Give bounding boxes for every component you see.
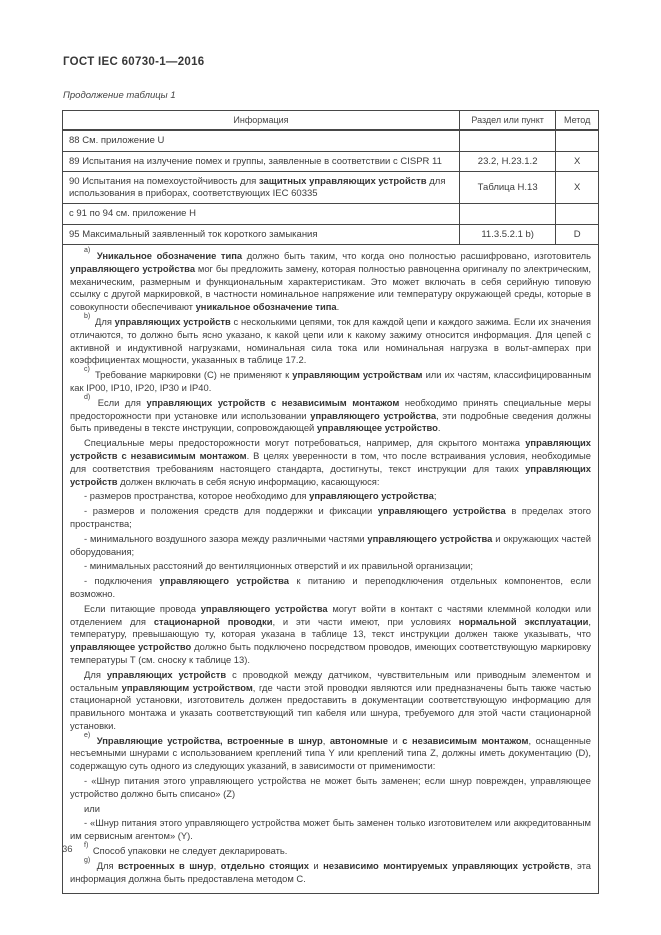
footnote-marker: b): [84, 312, 91, 320]
footnote-paragraph: [70, 560, 591, 573]
footnote-paragraph: [70, 669, 591, 733]
text-run: должно быть подключено посредством проводов, имеющих соответствующую маркировку температуры Т (см. сноску к таблице 13).: [70, 641, 591, 665]
text-run: 95 Максимальный заявленный ток короткого замыкания: [69, 228, 318, 240]
footnote-paragraph: [70, 533, 591, 559]
text-run: Для: [84, 668, 107, 680]
footnote-marker: d): [84, 393, 91, 401]
bold-term: управляющих устройств: [114, 315, 231, 327]
text-run: с несколькими цепями, ток для каждой цепи и каждого зажима. Если их значения отличаются, то должно быть ясно указано, к какой цепи или к какому зажиму относится информация. Для цепей с активной и индуктивной нагрузками, номинальная сила тока или номинальная нагрузка в вольт-амперах при коэффициентах мощности, указанных в таблице 17.2.: [70, 315, 591, 366]
text-run: - «Шнур питания этого управляющего устройства не может быть заменен; если шнур поврежден, управляющее устройство должно быть списано» (Z): [70, 775, 591, 799]
bold-term: с независимым монтажом: [402, 734, 529, 746]
footnote-paragraph: [70, 841, 591, 858]
text-run: в пределах этого пространства;: [70, 505, 591, 529]
bold-term: Управляющие устройства, встроенные в шнур: [96, 734, 323, 746]
bold-term: управляющих устройств с независимым монтажом: [70, 437, 591, 461]
bold-term: Уникальное обозначение типа: [96, 250, 243, 261]
cell-info: [63, 224, 459, 245]
text-run: к питанию и переподключения отдельных компонентов, если возможно.: [70, 575, 591, 599]
text-run: Требование маркировки (С) не применяют к: [94, 369, 293, 381]
text-run: - «Шнур питания этого управляющего устройства может быть заменен только изготовителем или аккредитованным им сервисным агентом» (Y).: [70, 817, 591, 842]
bold-term: отдельно стоящих: [220, 859, 309, 871]
text-run: мог бы предложить замену, которая полностью равноценна оригиналу по электрическим, механическим, размерным и функциональным характеристикам. Это может включать в себя серийную типовую ссылку с другой маркировкой, в частности номинальное напряжение или температуру окружающей среды, которые в совокупности обеспечивают: [70, 262, 591, 313]
table-1-continuation-frame: [62, 110, 599, 894]
bold-term: защитных управляющих устройств: [258, 176, 427, 187]
cell-method: X: [556, 172, 598, 204]
bold-term: уникальное обозначение типа: [195, 301, 337, 313]
text-run: 89 Испытания на излучение помех и группы, заявленные в соответствии с CISPR 11: [69, 155, 442, 167]
text-run: необходимо принять специальные меры предосторожности при установке или использовании: [70, 396, 591, 421]
text-run: , температуру, превышающую ту, которая указана в таблице 13, текст инструкции должен также указывать, что: [70, 615, 591, 640]
table-caption: Продолжение таблицы 1: [63, 90, 176, 101]
text-run: Для: [95, 315, 115, 327]
text-run: Для: [96, 859, 119, 871]
footnote-marker: a): [84, 246, 91, 254]
column-header-section: Раздел или пункт: [459, 111, 555, 130]
cell-section: 23.2, Н.23.1.2: [459, 151, 555, 172]
text-run: - размеров пространства, которое необходимо для: [84, 490, 310, 502]
table-row: [63, 172, 598, 204]
text-run: .: [336, 301, 340, 313]
text-run: , и эти части имеют, при условиях: [272, 615, 459, 627]
text-run: Если питающие провода: [84, 602, 201, 614]
cell-section: 11.3.5.2.1 b): [459, 224, 555, 245]
column-header-method: Метод: [556, 111, 598, 130]
text-run: - размеров и положения средств для поддержки и фиксации: [84, 505, 378, 517]
footnote-paragraph: [70, 803, 591, 816]
footnote-paragraph: [70, 817, 591, 843]
cell-info: [63, 172, 459, 204]
footnote-marker: c): [84, 366, 90, 374]
cell-section: Таблица Н.13: [459, 172, 555, 204]
text-run: ,: [213, 859, 221, 871]
text-run: , эти подробные сведения должны быть приведены в тексте инструкции, сопровождающей: [70, 409, 591, 434]
bold-term: управляющее устройство: [316, 422, 438, 434]
cell-method: [556, 130, 598, 151]
bold-term: управляющих устройств с независимым монтажом: [146, 396, 400, 408]
text-run: 90 Испытания на помехоустойчивость для: [69, 176, 259, 187]
text-run: должен включать в себя ясную информацию, касающуюся:: [117, 475, 380, 487]
text-run: , где части этой проводки являются или предназначены быть также частью стационарной установки, изготовитель должен предоставить в документации соответствующую информацию для правильного монтажа и указать соответствующий тип кабеля или шнура, требуемого для этой части стационарной установки.: [70, 681, 592, 731]
footnote-paragraph: [70, 775, 591, 801]
footnote-paragraph: [70, 246, 592, 314]
cell-section: [459, 130, 555, 151]
bold-term: управляющего устройства: [70, 262, 196, 274]
bold-term: управляющих устройств: [106, 668, 227, 680]
text-run: - минимальных расстояний до вентиляционных отверстий и их правильной организации;: [84, 560, 473, 572]
bold-term: управляющего устройства: [309, 490, 434, 502]
text-run: должно быть таким, что когда оно полностью расшифровано, изготовитель: [242, 250, 592, 261]
table-header-row: [63, 111, 598, 130]
text-run: с проводкой между датчиком, чувствительным или приводным элементом и остальным: [70, 668, 591, 693]
text-run: Если для: [97, 396, 147, 408]
bold-term: управляющих устройств: [70, 462, 591, 487]
bold-term: стационарной проводки: [153, 615, 273, 627]
text-run: ;: [433, 490, 437, 502]
table-footnotes: [63, 245, 598, 893]
column-header-info: Информация: [63, 111, 459, 130]
page-number: 36: [62, 844, 73, 855]
text-run: или: [84, 802, 100, 814]
bold-term: управляющего устройства: [367, 532, 493, 544]
footnote-paragraph: [70, 731, 591, 773]
text-run: . В целях уверенности в том, что после встраивания условия, необходимые для соответствия требованиям настоящего стандарта, достигнуты, текст инструкции для таких: [70, 449, 592, 474]
bold-term: управляющего устройства: [159, 575, 290, 587]
text-run: 88 См. приложение U: [69, 135, 165, 146]
table-row: [63, 130, 598, 151]
text-run: для использования в приборах, соответствующих IEC 60335: [69, 176, 446, 199]
cell-method: [556, 204, 598, 225]
footnote-paragraph: [70, 490, 591, 503]
text-run: - подключения: [84, 575, 160, 587]
cell-method: D: [556, 224, 598, 245]
table-row: [63, 204, 598, 225]
bold-term: управляющего устройства: [310, 409, 437, 421]
text-run: могут войти в контакт с частями клеммной колодки или отделением для: [70, 602, 591, 627]
table-1-continuation: [63, 111, 598, 245]
footnote-paragraph: [70, 312, 591, 367]
footnote-marker: f): [84, 841, 89, 849]
bold-term: автономные: [329, 734, 388, 746]
text-run: , эта информация должна быть предоставлена методом С.: [70, 859, 591, 884]
text-run: .: [437, 422, 441, 434]
footnote-marker: e): [84, 731, 91, 739]
bold-term: управляющим устройствам: [292, 369, 423, 381]
bold-term: независимо монтируемых управляющих устройств: [323, 859, 570, 871]
bold-term: управляющее устройство: [70, 641, 192, 653]
footnote-paragraph: [70, 856, 591, 886]
text-run: Специальные меры предосторожности могут потребоваться, например, для скрытого монтажа: [84, 437, 526, 449]
cell-section: [459, 204, 555, 225]
bold-term: управляющего устройства: [377, 505, 506, 517]
text-run: Способ упаковки не следует декларировать.: [92, 845, 288, 857]
text-run: или их частям, классифицированным как IP00, IP10, IP20, IP30 и IP40.: [70, 369, 592, 393]
cell-info: [63, 204, 459, 225]
cell-method: X: [556, 151, 598, 172]
text-run: с 91 по 94 см. приложение Н: [69, 208, 196, 219]
footnote-paragraph: [70, 437, 591, 488]
text-run: ,: [322, 734, 330, 746]
footnote-paragraph: [70, 505, 591, 531]
bold-term: управляющего устройства: [200, 602, 328, 614]
cell-info: [63, 151, 459, 172]
bold-term: управляющим устройством: [121, 681, 253, 693]
bold-term: нормальной эксплуатации: [458, 615, 589, 627]
footnote-paragraph: [70, 575, 591, 601]
table-row: [63, 151, 598, 172]
text-run: и: [308, 859, 324, 871]
footnote-paragraph: [70, 603, 591, 667]
footnote-marker: g): [84, 856, 91, 864]
table-row: [63, 224, 598, 245]
text-run: и окружающих частей оборудования;: [70, 532, 591, 557]
text-run: , оснащенные несъемными шнурами с использованием креплений типа Y или креплений типа Z, должны иметь документацию (D), содержащую суть одного из следующих указаний, в зависимости от применимости:: [70, 734, 591, 772]
cell-info: [63, 130, 459, 151]
footnote-paragraph: [70, 393, 591, 435]
text-run: и: [387, 734, 403, 746]
document-title: ГОСТ IEC 60730-1—2016: [63, 56, 205, 68]
text-run: - минимального воздушного зазора между различными частями: [84, 532, 368, 544]
bold-term: встроенных в шнур: [118, 859, 214, 871]
footnote-paragraph: [70, 366, 592, 395]
